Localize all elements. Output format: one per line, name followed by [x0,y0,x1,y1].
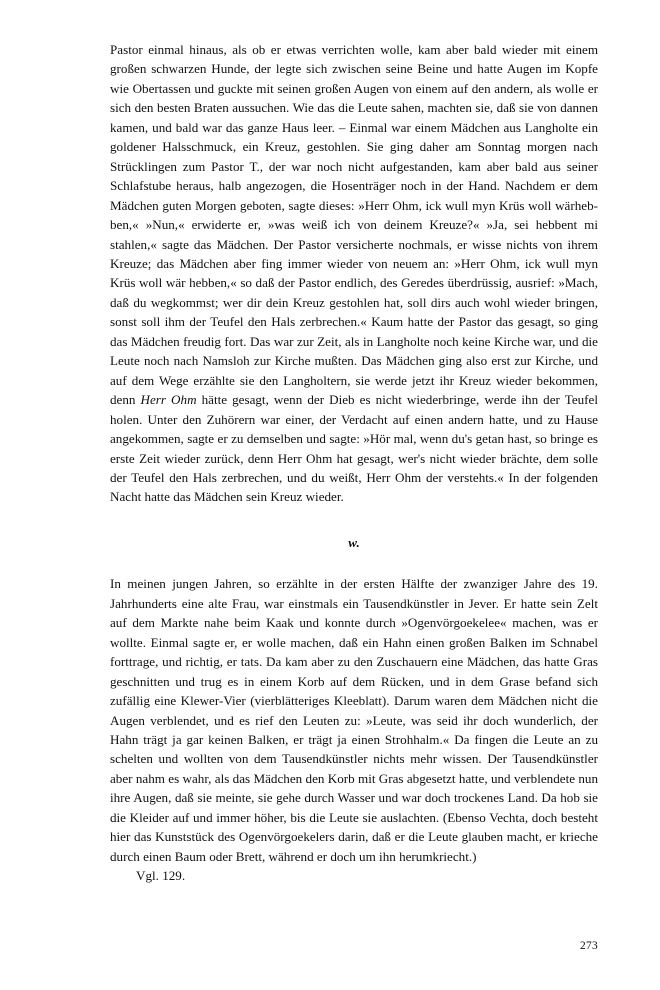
paragraph-1 [110,40,598,507]
section-divider-label: w. [348,534,360,550]
paragraph-1-part-c: hätte gesagt, wenn der Dieb es nicht wiederbringe, werde ihn der Teufel holen. Unter den Zuhörern war einer, der Verdacht auf einen andern hatte, und zu Hause angekommen, sagte er zu demselben und sagte: »Hör mal, wenn du's getan hast, so bringe es erste Zeit wieder zurück, denn Herr Ohm hat gesagt, wer's nicht wieder brächte, dem solle der Teufel den Hals zerbrechen, und du weißt, Herr Ohm der verstehts.« In der folgenden Nacht hatte das Mädchen sein Kreuz wieder. [110,392,598,505]
paragraph-2: In meinen jungen Jahren, so erzählte in der ersten Hälfte der zwanziger Jahre des 19. Jahrhunderts eine alte Frau, war einstmals ein Tausendkünstler in Jever. Er hatte sein Zelt auf dem Markte nahe beim Kaak und konnte durch »Ogenvörgoekelee« machen, was er wollte. Einmal sagte er, er wolle machen, daß ein Hahn einen großen Balken im Schnabel forttrage, und richtig, er tats. Da kam aber zu den Zuschauern eine Mädchen, das hatte Gras geschnitten und trug es in einem Korb auf dem Rücken, und in dem Grase befand sich zufällig eine Klewer-Vier (vierblätteriges Kleeblatt). Darum waren dem Mädchen nicht die Augen verblendet, und es rief den Leuten zu: »Leute, was seid ihr doch wunderlich, der Hahn trägt ja gar keinen Balken, er trägt ja einen Strohhalm.« Da fingen die Leute an zu schelten und wollten von dem Tausendkünstler nichts mehr wissen. Der Tausendkünstler aber nahm es wahr, als das Mädchen den Korb mit Gras abgesetzt hatte, und verblendete nun ihre Augen, daß sie meinte, sie gehe durch Wasser und war doch trockenes Land. Da hob sie die Kleider auf und immer höher, bis die Leute sie auslachten. (Ebenso Vechta, doch besteht hier das Kunststück des Ogenvörgoekelers darin, daß er die Leute glauben macht, er krieche durch einen Baum oder Brett, während er doch um ihn herumkriecht.) [110,576,598,864]
page-number: 273 [580,940,598,952]
paragraph-1-part-a: Pastor einmal hinaus, als ob er etwas verrichten wolle, kam aber bald wieder mit einem großen schwarzen Hunde, der legte sich zwischen seine Beine und hatte Augen im Kopfe wie Obertassen und guckte mit seinen großen Augen von einem auf den andern, als wolle er sich den besten Braten aussuchen. Wie das die Leute sahen, machten sie, daß sie von dannen kamen, und bald war das ganze Haus leer. – Einmal war einem Mädchen aus Langholte ein goldener Halsschmuck, ein Kreuz, gestohlen. Sie ging daher am Sonntag morgen nach Strücklingen zum Pastor T., der war noch nicht aufgestanden, kam aber bald aus seiner Schlafstube heraus, halb angezogen, die Hosenträger noch in der Hand. Nachdem er dem Mädchen guten Morgen geboten, sagte dieses: »Herr Ohm, ick wull myn Krüs woll wärhebben,« »Nun,« erwiderte er, »was weiß ich von deinem Kreuze?« »Ja, sei hebbent mi stahlen,« sagte das Mädchen. Der Pastor versicherte nochmals, er wisse nichts von ihrem Kreuze; das Mädchen aber fing immer wieder von neuem an: »Herr Ohm, ick wull myn Krüs woll wär hebben,« so daß der Pastor endlich, des Geredes überdrüssig, ausrief: »Mach, daß du wegkommst; wer dir dein Kreuz gestohlen hat, soll dirs auch wohl wieder bringen, sonst soll ihm der Teufel den Hals zerbrechen.« Kaum hatte der Pastor das gesagt, so ging das Mädchen freudig fort. Das war zur Zeit, als in Langholte noch keine Kirche war, und die Leute noch nach Namsloh zur Kirche mußten. Das Mädchen ging also erst zur Kirche, und auf dem Wege erzählte sie den Langholtern, sie werde jetzt ihr Kreuz wieder bekommen, denn [110,42,598,408]
text-column [110,40,598,886]
paragraph-1-italic-phrase: Herr Ohm [140,392,197,408]
reference-note: Vgl. 129. [136,868,186,884]
